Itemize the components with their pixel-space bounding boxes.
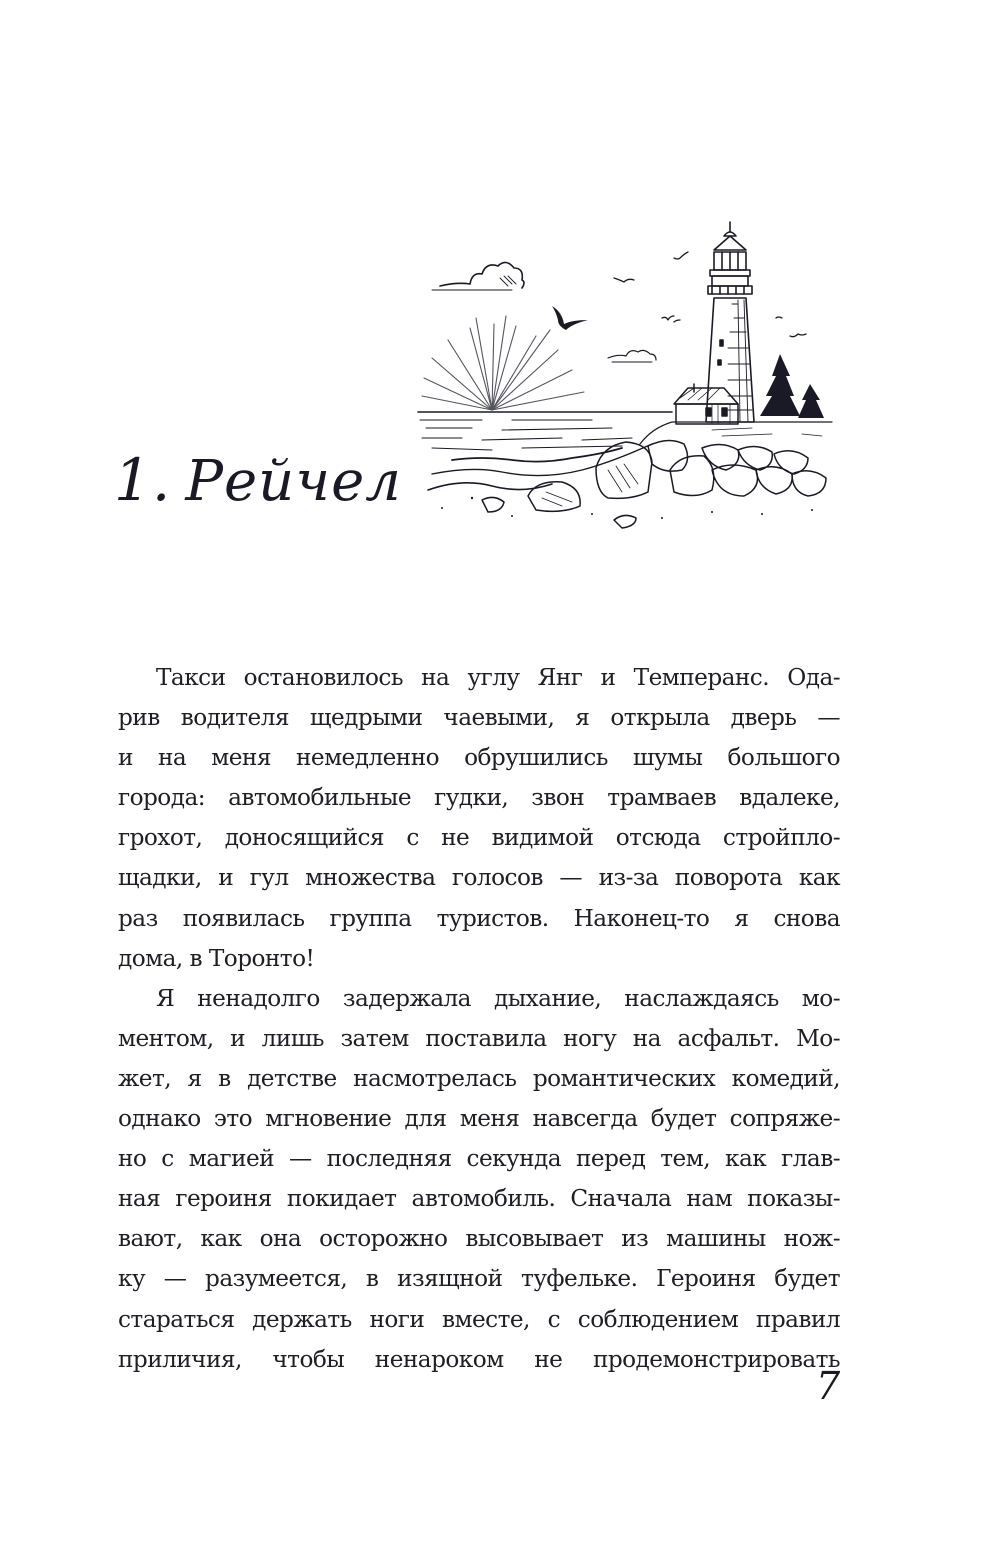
chapter-title: Рейчел xyxy=(185,449,402,514)
text-line: жет, я в детстве насмотрелась романтических комедий, xyxy=(118,1064,840,1092)
cloud-icon xyxy=(608,350,656,362)
lighthouse-illustration xyxy=(412,208,840,530)
text-line: Такси остановилось на углу Янг и Темперанс. Ода- xyxy=(156,664,840,691)
text-line: Я ненадолго задержала дыхание, наслаждаясь мо- xyxy=(156,984,840,1012)
text-line: ная героиня покидает автомобиль. Сначала нам показы- xyxy=(118,1185,840,1213)
text-line: раз появилась группа туристов. Наконец-то я снова xyxy=(118,904,840,932)
chapter-heading xyxy=(114,440,402,522)
page-number: 7 xyxy=(816,1364,841,1408)
cloud-icon xyxy=(432,262,524,290)
body-text xyxy=(118,658,840,1380)
text-line: грохот, доносящийся с не видимой отсюда стройпло- xyxy=(118,824,840,852)
text-line: и на меня немедленно обрушились шумы большого xyxy=(118,744,840,772)
chapter-number: 1. xyxy=(114,446,172,514)
paragraph xyxy=(118,658,840,979)
text-line: рив водителя щедрыми чаевыми, я открыла дверь — xyxy=(118,704,840,732)
lighthouse-icon xyxy=(706,222,754,422)
text-line: ку — разумеется, в изящной туфельке. Героиня будет xyxy=(118,1265,840,1293)
text-line: дома, в Торонто! xyxy=(118,944,315,972)
text-line: вают, как она осторожно высовывает из машины нож- xyxy=(118,1225,840,1253)
paragraph xyxy=(118,979,840,1380)
tree-icon xyxy=(760,354,824,418)
sun-icon xyxy=(422,316,584,410)
text-line: однако это мгновение для меня навсегда будет сопряже- xyxy=(118,1105,840,1133)
text-line: города: автомобильные гудки, звон трамваев вдалеке, xyxy=(118,784,840,812)
text-line: ментом, и лишь затем поставила ногу на асфальт. Мо- xyxy=(118,1024,840,1052)
text-line: приличия, чтобы ненароком не продемонстрировать xyxy=(118,1345,840,1373)
text-line: стараться держать ноги вместе, с соблюдением правил xyxy=(118,1305,840,1333)
text-line: но с магией — последняя секунда перед тем, как глав- xyxy=(118,1145,840,1173)
text-line: щадки, и гул множества голосов — из-за поворота как xyxy=(118,864,840,892)
seagull-icon xyxy=(552,306,588,330)
rocks-icon xyxy=(482,440,826,528)
